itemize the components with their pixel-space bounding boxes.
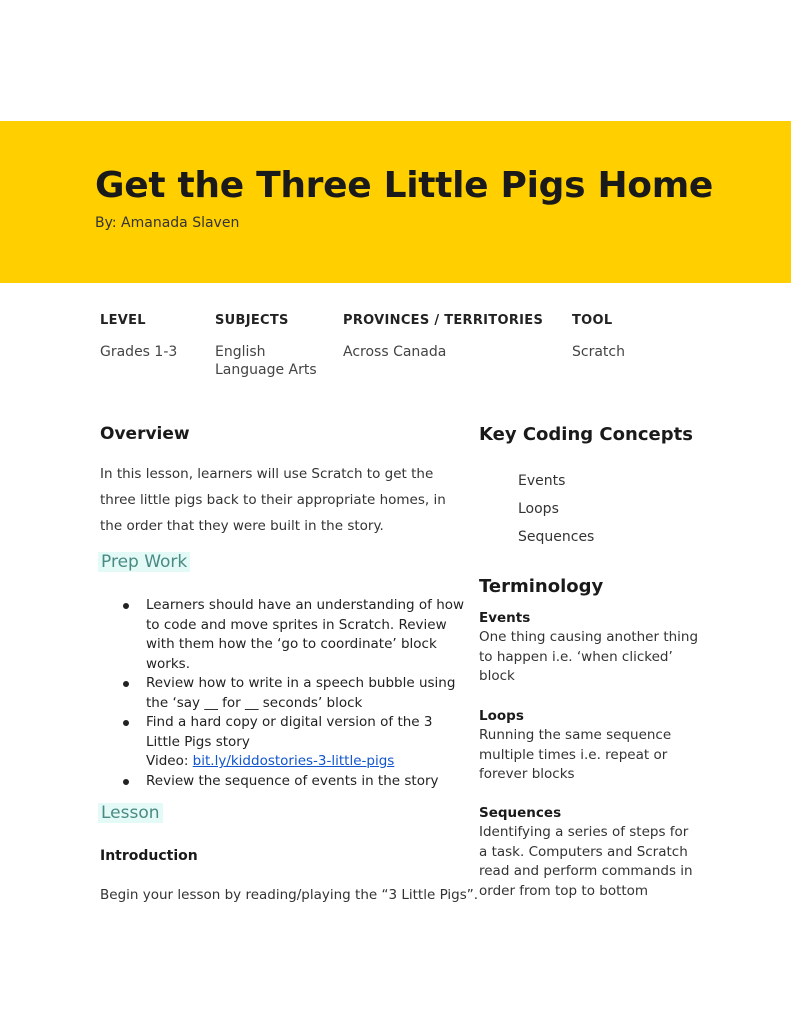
prep-work-heading: Prep Work (98, 552, 190, 572)
meta-subjects-line2: Language Arts (215, 362, 317, 378)
author-byline: By: Amanada Slaven (95, 215, 240, 231)
list-item: Review how to write in a speech bubble using the ‘say __ for __ seconds’ block (120, 674, 470, 713)
bullet-icon (123, 779, 129, 785)
list-item: Sequences (518, 529, 595, 545)
list-item: Loops (518, 501, 559, 517)
term-events (479, 608, 699, 687)
bullet-icon (123, 603, 129, 609)
prep-work-list (120, 596, 470, 791)
lesson-heading: Lesson (98, 803, 163, 823)
terminology-heading: Terminology (479, 576, 604, 597)
meta-level-value: Grades 1-3 (100, 344, 178, 360)
overview-text: In this lesson, learners will use Scratch to get the three little pigs back to their appropriate homes, in the order that they were built in the story. (100, 466, 446, 534)
meta-subjects-label: SUBJECTS (215, 313, 289, 328)
meta-subjects-line1: English (215, 344, 266, 360)
video-label: Video: (146, 753, 193, 769)
list-item: Find a hard copy or digital version of the 3 Little Pigs story Video: bit.ly/kiddostories-3-little-pigs (120, 713, 470, 772)
term-definition: One thing causing another thing to happen i.e. ‘when clicked’ block (479, 629, 699, 684)
term-name: Sequences (479, 805, 562, 821)
list-item: Review the sequence of events in the story (120, 772, 470, 792)
meta-level-label: LEVEL (100, 313, 146, 328)
term-sequences (479, 803, 699, 901)
term-name: Events (479, 610, 531, 626)
introduction-heading: Introduction (100, 848, 198, 864)
list-item: Events (518, 473, 566, 489)
meta-subjects-value (215, 343, 317, 379)
term-loops (479, 706, 699, 785)
bullet-icon (123, 720, 129, 726)
term-definition: Identifying a series of steps for a task. Computers and Scratch read and perform commands in order from top to bottom (479, 824, 693, 899)
meta-provinces-value: Across Canada (343, 344, 447, 360)
meta-provinces-label: PROVINCES / TERRITORIES (343, 313, 544, 328)
meta-tool-value: Scratch (572, 344, 625, 360)
bullet-icon (123, 681, 129, 687)
list-item: Learners should have an understanding of how to code and move sprites in Scratch. Review with them how the ‘go to coordinate’ block works. (120, 596, 470, 674)
introduction-text: Begin your lesson by reading/playing the “3 Little Pigs”. (100, 887, 479, 903)
meta-tool-label: TOOL (572, 313, 613, 328)
video-link[interactable]: bit.ly/kiddostories-3-little-pigs (192, 753, 395, 769)
page-title: Get the Three Little Pigs Home (95, 165, 714, 206)
term-name: Loops (479, 708, 524, 724)
key-concepts-list (518, 467, 594, 551)
overview-heading: Overview (100, 424, 190, 444)
key-concepts-heading: Key Coding Concepts (479, 424, 693, 445)
term-definition: Running the same sequence multiple times i.e. repeat or forever blocks (479, 727, 672, 782)
